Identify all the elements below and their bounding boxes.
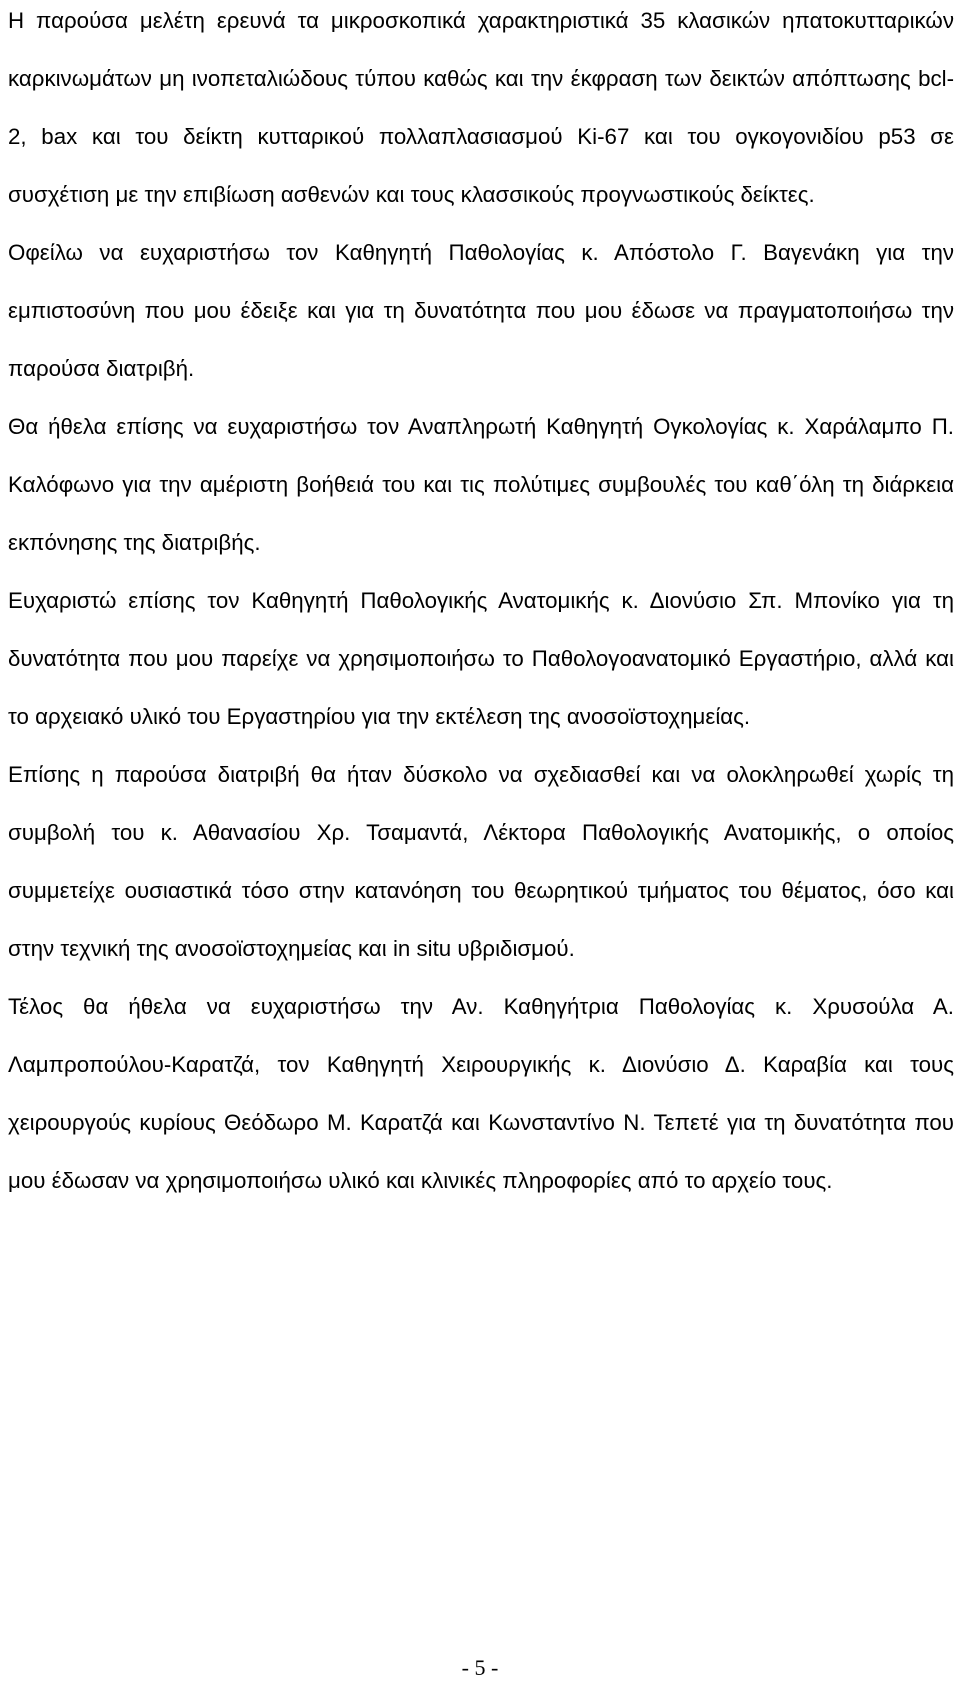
paragraph-thanks-tsamandas: Επίσης η παρούσα διατριβή θα ήταν δύσκολο να σχεδιασθεί και να ολοκληρωθεί χωρίς τη συμβολή του κ. Αθανασίου Χρ. Τσαμαντά, Λέκτορα Παθολογικής Ανατομικής, ο οποίος συμμετείχε ουσιαστικά τόσο στην κατανόηση του θεωρητικού τμήματος του θέματος, όσο και στην τεχνική της ανοσοϊστοχημείας και in situ υβριδισμού. xyxy=(8,762,954,961)
paragraph-thanks-vagenakis: Οφείλω να ευχαριστήσω τον Καθηγητή Παθολογίας κ. Απόστολο Γ. Βαγενάκη για την εμπιστοσύνη που μου έδειξε και για τη δυνατότητα που μου έδωσε να πραγματοποιήσω την παρούσα διατριβή. xyxy=(8,240,954,381)
paragraph-thanks-others: Τέλος θα ήθελα να ευχαριστήσω την Αν. Καθηγήτρια Παθολογίας κ. Χρυσούλα Α. Λαμπροπούλου-Καρατζά, τον Καθηγητή Χειρουργικής κ. Διονύσιο Δ. Καραβία και τους χειρουργούς κυρίους Θεόδωρο Μ. Καρατζά και Κωνσταντίνο Ν. Τεπετέ για τη δυνατότητα που μου έδωσαν να χρησιμοποιήσω υλικό και κλινικές πληροφορίες από το αρχείο τους. xyxy=(8,994,954,1193)
paragraph-study-summary: Η παρούσα μελέτη ερευνά τα μικροσκοπικά χαρακτηριστικά 35 κλασικών ηπατοκυτταρικών καρκινωμάτων μη ινοπεταλιώδους τύπου καθώς και την έκφραση των δεικτών απόπτωσης bcl-2, bax και του δείκτη κυτταρικού πολλαπλασιασμού Ki-67 και του ογκογονιδίου p53 σε συσχέτιση με την επιβίωση ασθενών και τους κλασσικούς προγνωστικούς δείκτες. xyxy=(8,8,954,207)
paragraph-thanks-bonikos: Ευχαριστώ επίσης τον Καθηγητή Παθολογικής Ανατομικής κ. Διονύσιο Σπ. Μπονίκο για τη δυνατότητα που μου παρείχε να χρησιμοποιήσω το Παθολογοανατομικό Εργαστήριο, αλλά και το αρχειακό υλικό του Εργαστηρίου για την εκτέλεση της ανοσοϊστοχημείας. xyxy=(8,588,954,729)
page-number: - 5 - xyxy=(461,1655,499,1680)
paragraph-thanks-kalofonos: Θα ήθελα επίσης να ευχαριστήσω τον Αναπληρωτή Καθηγητή Ογκολογίας κ. Χαράλαμπο Π. Καλόφωνο για την αμέριστη βοήθειά του και τις πολύτιμες συμβουλές του καθ΄όλη τη διάρκεια εκπόνησης της διατριβής. xyxy=(8,414,954,555)
body-text xyxy=(8,0,954,1210)
